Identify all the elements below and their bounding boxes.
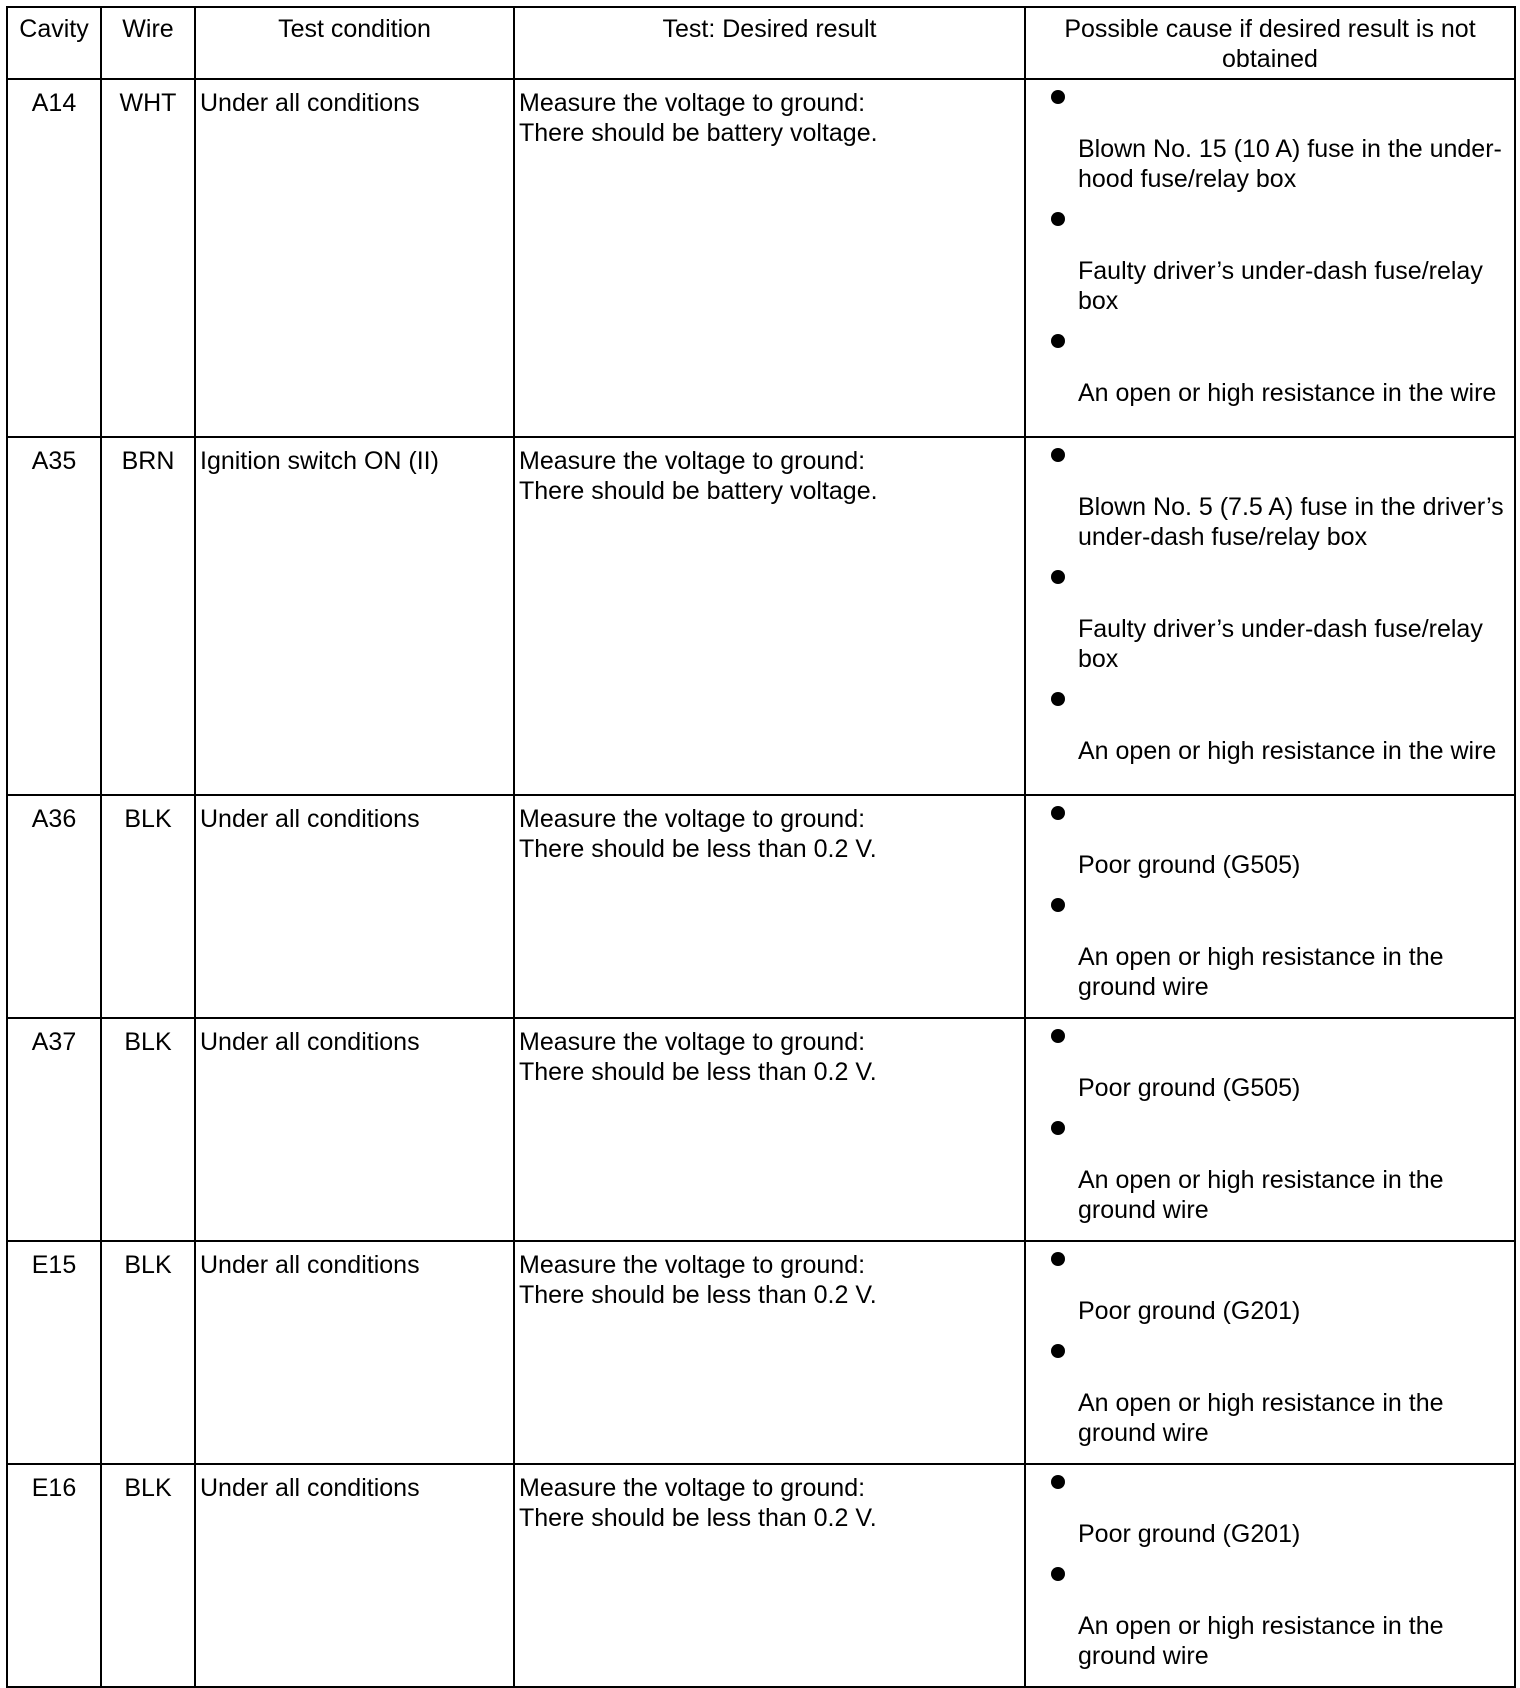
cavity-cell: A37 — [7, 1018, 101, 1241]
bullet-icon — [1051, 448, 1065, 462]
test-condition-cell: Ignition switch ON (II) — [195, 437, 514, 795]
header-cavity: Cavity — [7, 7, 101, 79]
desired-result-cell — [514, 1241, 1025, 1464]
possible-cause-cell — [1025, 795, 1515, 1018]
bullet-icon — [1051, 898, 1065, 912]
bullet-icon — [1051, 1567, 1065, 1581]
list-item — [1026, 446, 1514, 568]
cause-list — [1026, 1465, 1514, 1671]
header-possible-cause: Possible cause if desired result is not obtained — [1025, 7, 1515, 79]
list-item — [1026, 88, 1514, 210]
table-row — [7, 437, 1515, 795]
desired-result-cell — [514, 437, 1025, 795]
list-item — [1026, 568, 1514, 690]
wire-cell: BLK — [101, 795, 195, 1018]
possible-cause-cell — [1025, 79, 1515, 437]
bullet-icon — [1051, 1029, 1065, 1043]
cause-text: Poor ground (G201) — [1078, 1297, 1301, 1325]
test-condition-cell: Under all conditions — [195, 1464, 514, 1687]
cause-text: An open or high resistance in the wire — [1078, 379, 1497, 407]
possible-cause-cell — [1025, 1018, 1515, 1241]
bullet-icon — [1051, 1344, 1065, 1358]
possible-cause-cell — [1025, 437, 1515, 795]
list-item — [1026, 690, 1514, 766]
desired-result-cell — [514, 1464, 1025, 1687]
result-line: Measure the voltage to ground: — [519, 1028, 866, 1056]
bullet-icon — [1051, 1121, 1065, 1135]
cause-text: Faulty driver’s under-dash fuse/relay box — [1078, 257, 1483, 315]
bullet-icon — [1051, 1252, 1065, 1266]
result-line: Measure the voltage to ground: — [519, 805, 866, 833]
test-condition-cell: Under all conditions — [195, 1018, 514, 1241]
wire-cell: BLK — [101, 1018, 195, 1241]
table-row — [7, 1018, 1515, 1241]
table-row — [7, 79, 1515, 437]
bullet-icon — [1051, 806, 1065, 820]
cause-text: Poor ground (G505) — [1078, 1074, 1301, 1102]
table-body — [7, 79, 1515, 1687]
cause-text: An open or high resistance in the ground wire — [1078, 943, 1444, 1001]
list-item — [1026, 1250, 1514, 1342]
cavity-cell: A14 — [7, 79, 101, 437]
desired-result-cell — [514, 1018, 1025, 1241]
desired-result-cell — [514, 795, 1025, 1018]
result-line: There should be battery voltage. — [519, 477, 878, 505]
wire-cell: WHT — [101, 79, 195, 437]
possible-cause-cell — [1025, 1464, 1515, 1687]
wire-cell: BLK — [101, 1464, 195, 1687]
cavity-cell: A36 — [7, 795, 101, 1018]
table-row — [7, 1241, 1515, 1464]
bullet-icon — [1051, 570, 1065, 584]
cavity-cell: A35 — [7, 437, 101, 795]
cause-text: Faulty driver’s under-dash fuse/relay box — [1078, 615, 1483, 673]
cause-text: Poor ground (G201) — [1078, 1520, 1301, 1548]
cause-text: An open or high resistance in the ground wire — [1078, 1389, 1444, 1447]
list-item — [1026, 210, 1514, 332]
result-line: There should be less than 0.2 V. — [519, 1058, 877, 1086]
header-test-condition: Test condition — [195, 7, 514, 79]
list-item — [1026, 1565, 1514, 1671]
cause-list — [1026, 1242, 1514, 1448]
cause-list — [1026, 796, 1514, 1002]
wire-cell: BRN — [101, 437, 195, 795]
list-item — [1026, 1119, 1514, 1225]
bullet-icon — [1051, 334, 1065, 348]
bullet-icon — [1051, 90, 1065, 104]
desired-result-cell — [514, 79, 1025, 437]
header-row — [7, 7, 1515, 79]
test-condition-cell: Under all conditions — [195, 1241, 514, 1464]
result-line: There should be less than 0.2 V. — [519, 835, 877, 863]
test-condition-cell: Under all conditions — [195, 795, 514, 1018]
bullet-icon — [1051, 692, 1065, 706]
cause-text: Poor ground (G505) — [1078, 851, 1301, 879]
cause-text: Blown No. 15 (10 A) fuse in the under-hood fuse/relay box — [1078, 135, 1502, 193]
list-item — [1026, 804, 1514, 896]
cavity-cell: E16 — [7, 1464, 101, 1687]
list-item — [1026, 1473, 1514, 1565]
cause-list — [1026, 80, 1514, 408]
result-line: Measure the voltage to ground: — [519, 1474, 866, 1502]
result-line: There should be less than 0.2 V. — [519, 1504, 877, 1532]
cause-list — [1026, 1019, 1514, 1225]
result-line: Measure the voltage to ground: — [519, 447, 866, 475]
terminal-test-table — [6, 6, 1516, 1688]
list-item — [1026, 1342, 1514, 1448]
cause-text: An open or high resistance in the wire — [1078, 737, 1497, 765]
list-item — [1026, 1027, 1514, 1119]
list-item — [1026, 332, 1514, 408]
possible-cause-cell — [1025, 1241, 1515, 1464]
list-item — [1026, 896, 1514, 1002]
table-row — [7, 795, 1515, 1018]
bullet-icon — [1051, 212, 1065, 226]
cause-list — [1026, 438, 1514, 766]
result-line: There should be battery voltage. — [519, 119, 878, 147]
cause-text: An open or high resistance in the ground wire — [1078, 1166, 1444, 1224]
table-row — [7, 1464, 1515, 1687]
header-wire: Wire — [101, 7, 195, 79]
result-line: There should be less than 0.2 V. — [519, 1281, 877, 1309]
troubleshooting-sheet — [6, 6, 1514, 1688]
header-desired-result: Test: Desired result — [514, 7, 1025, 79]
cause-text: Blown No. 5 (7.5 A) fuse in the driver’s under-dash fuse/relay box — [1078, 493, 1504, 551]
bullet-icon — [1051, 1475, 1065, 1489]
result-line: Measure the voltage to ground: — [519, 89, 866, 117]
cavity-cell: E15 — [7, 1241, 101, 1464]
test-condition-cell: Under all conditions — [195, 79, 514, 437]
wire-cell: BLK — [101, 1241, 195, 1464]
result-line: Measure the voltage to ground: — [519, 1251, 866, 1279]
cause-text: An open or high resistance in the ground wire — [1078, 1612, 1444, 1670]
